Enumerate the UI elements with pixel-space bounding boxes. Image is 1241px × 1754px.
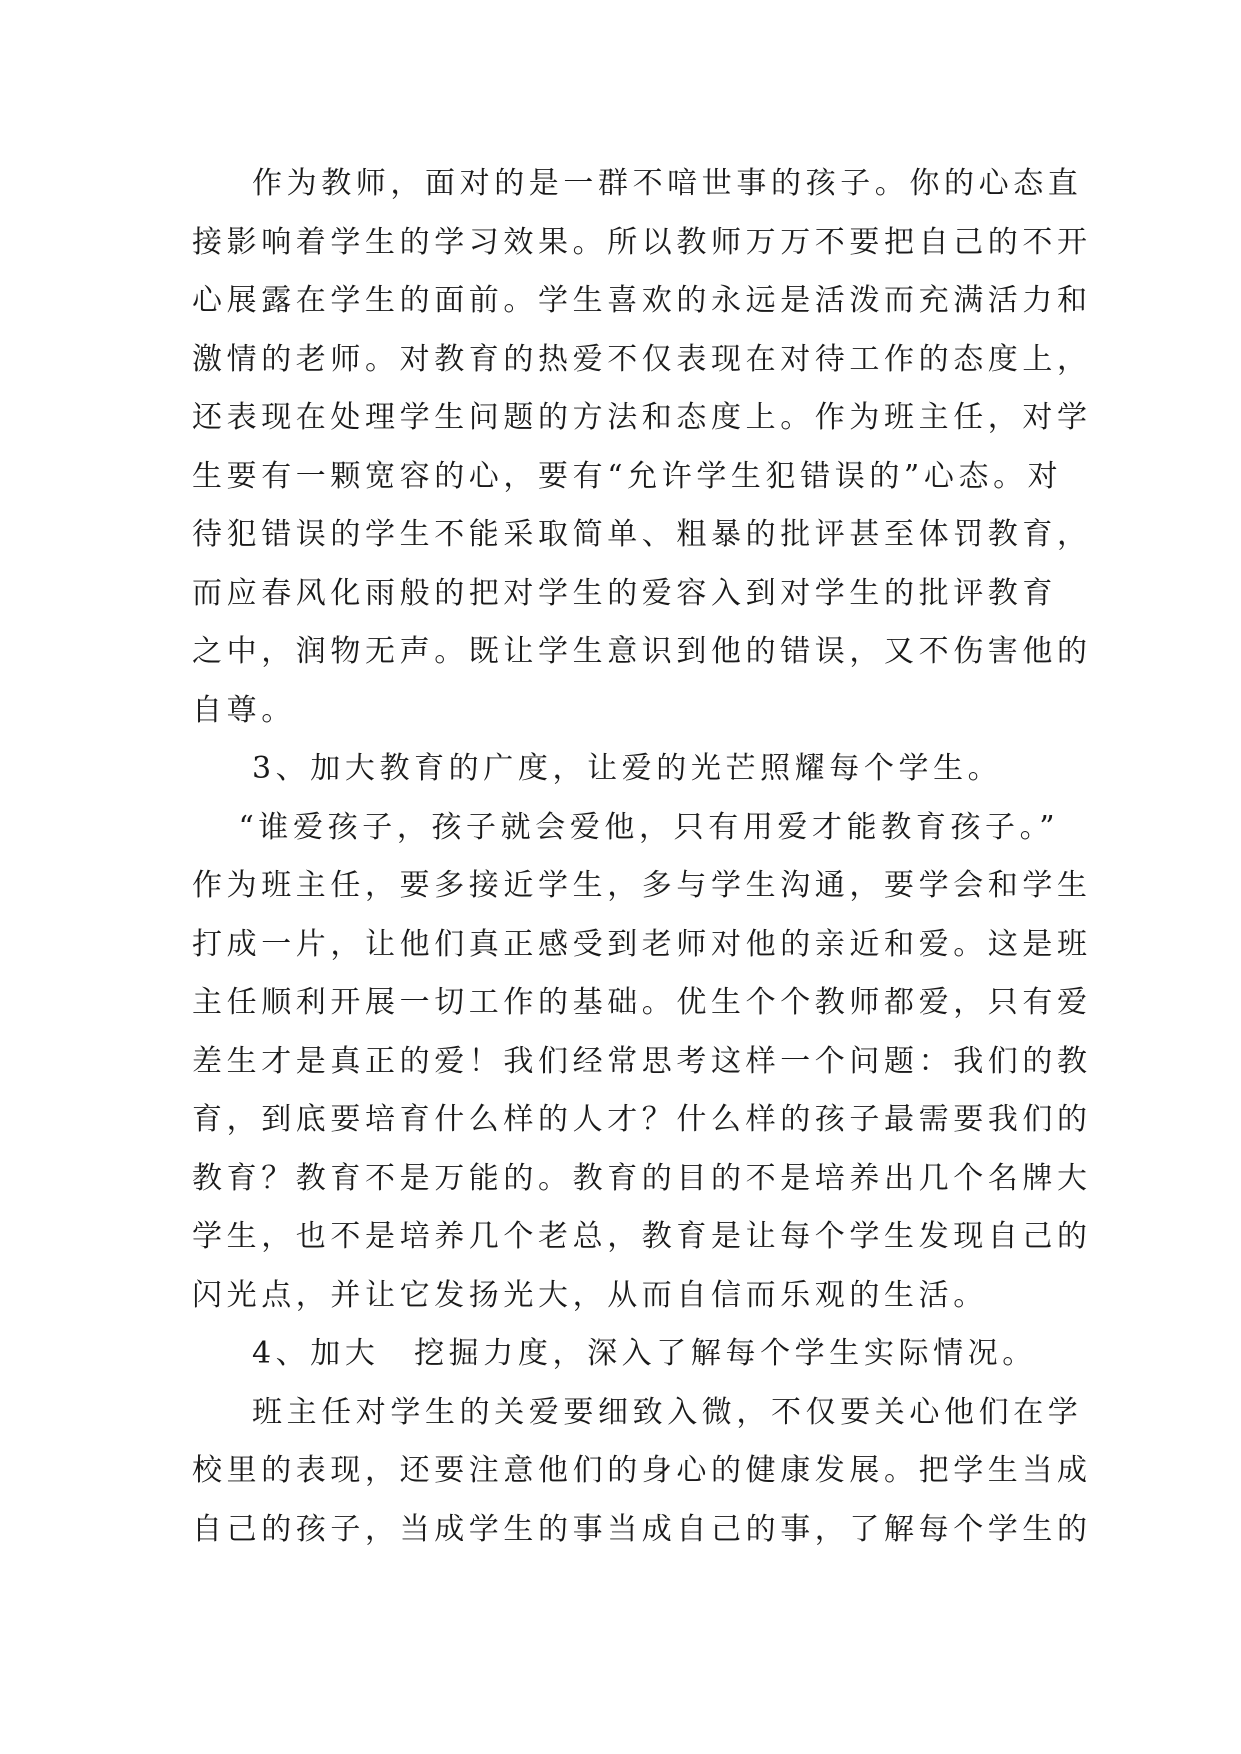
text-line: 育，到底要培育什么样的人才？什么样的孩子最需要我们的 [192, 1102, 1092, 1137]
section-heading-4 [192, 1325, 1052, 1384]
text-line: 主任顺利开展一切工作的基础。优生个个教师都爱，只有爱 [192, 985, 1092, 1020]
heading-text: 3、加大教育的广度，让爱的光芒照耀每个学生。 [252, 751, 1003, 786]
text-line: 接影响着学生的学习效果。所以教师万万不要把自己的不开 [192, 224, 1092, 260]
text-line: 还表现在处理学生问题的方法和态度上。作为班主任，对学 [192, 400, 1092, 435]
text-line: 作为班主任，要多接近学生，多与学生沟通，要学会和学生 [192, 868, 1092, 903]
text-line: 激情的老师。对教育的热爱不仅表现在对待工作的态度上， [192, 341, 1092, 377]
text-line: 自尊。 [192, 692, 296, 728]
text-line: 打成一片，让他们真正感受到老师对他的亲近和爱。这是班 [192, 926, 1092, 962]
text-line: 作为教师，面对的是一群不喑世事的孩子。你的心态直 [252, 166, 1083, 201]
text-line: 差生才是真正的爱！我们经常思考这样一个问题：我们的教 [192, 1043, 1092, 1079]
text-line: 而应春风化雨般的把对学生的爱容入到对学生的批评教育 [192, 575, 1057, 611]
text-line: 校里的表现，还要注意他们的身心的健康发展。把学生当成 [192, 1453, 1092, 1488]
text-line: 心展露在学生的面前。学生喜欢的永远是活泼而充满活力和 [192, 283, 1092, 318]
text-line: 闪光点，并让它发扬光大，从而自信而乐观的生活。 [192, 1277, 988, 1313]
heading-text: 4、加大 挖掘力度，深入了解每个学生实际情况。 [252, 1336, 1037, 1371]
text-line: 之中，润物无声。既让学生意识到他的错误，又不伤害他的 [192, 634, 1092, 669]
paragraph-love-children [192, 799, 1092, 1326]
text-line: 生要有一颗宽容的心，要有“允许学生犯错误的”心态。对 [192, 458, 1063, 494]
text-line: 自己的孩子，当成学生的事当成自己的事，了解每个学生的 [192, 1511, 1092, 1547]
paragraph-teacher-attitude [192, 155, 1092, 740]
text-line: 教育？教育不是万能的。教育的目的不是培养出几个名牌大 [192, 1160, 1092, 1196]
document-body [192, 155, 1092, 1559]
section-heading-3 [192, 740, 1052, 799]
text-line: 班主任对学生的关爱要细致入微，不仅要关心他们在学 [252, 1394, 1083, 1430]
text-line: 学生，也不是培养几个老总，教育是让每个学生发现自己的 [192, 1219, 1092, 1254]
paragraph-care-details [192, 1384, 1092, 1560]
quote-line: “谁爱孩子，孩子就会爱他，只有用爱才能教育孩子。” [238, 809, 1060, 845]
text-line: 待犯错误的学生不能采取简单、粗暴的批评甚至体罚教育， [192, 517, 1092, 552]
